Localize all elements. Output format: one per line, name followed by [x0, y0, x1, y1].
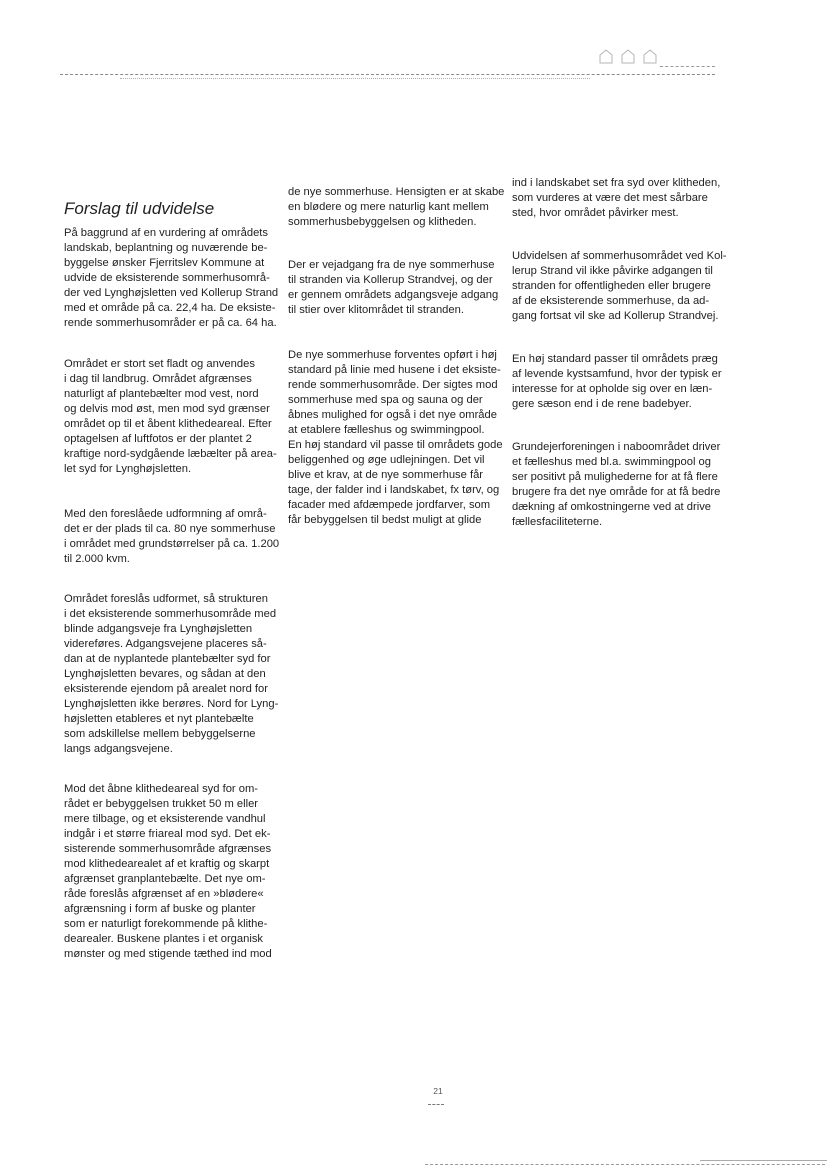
- paragraph: Grundejerforeningen i naboområdet driver et fælleshus med bl.a. swimmingpool og ser positivt på mulighederne for at få flere brugere fra det nye område for at få bedre dækning af omkostningerne ved at drive fællesfaciliteterne.: [512, 441, 721, 528]
- paragraph: Udvidelsen af sommerhusområdet ved Kol- lerup Strand vil ikke påvirke adgangen til stranden for offentligheden eller brugere af de eksisterende sommerhuse, da ad- gang fortsat vil ske ad Kollerup Strandvej.: [512, 250, 727, 322]
- text-column-3: [512, 176, 727, 546]
- footer-solid-rule: [700, 1160, 827, 1161]
- text-column-2: [288, 185, 508, 544]
- paragraph: de nye sommerhuse. Hensigten er at skabe en blødere og mere naturlig kant mellem sommerhusbebyggelsen og klitheden.: [288, 186, 505, 228]
- paragraph: Mod det åbne klithedeareal syd for om- rådet er bebyggelsen trukket 50 m eller mere tilbage, og et eksisterende vandhul indgår i et større friareal mod syd. Det ek- sisterende sommerhusområde afgrænses mod klithedearealet af et kraftig og skarpt afgrænset granplantebælte. Det nye om- råde foreslås afgrænset af en »blødere« afgrænsning i form af buske og planter som er naturligt forekommende på klithe- dearealer. Buskene plantes i et organisk mønster og med stigende tæthed ind mod: [64, 783, 272, 960]
- paragraph: På baggrund af en vurdering af områdets landskab, beplantning og nuværende be- byggelse ønsker Fjerritslev Kommune at udvide de eksisterende sommerhusområ- der ved Lynghøjsletten ved Kollerup Strand med et område på ca. 22,4 ha. De eksiste- rende sommerhusområder er på ca. 64 ha.: [64, 227, 279, 329]
- section-heading: Forslag til udvidelse: [64, 199, 215, 218]
- paragraph: Området er stort set fladt og anvendes i dag til landbrug. Området afgrænses naturligt af plantebælter mod vest, nord og delvis mod øst, men mod syd grænser området op til et åbent klithedeareal. Efter optagelsen af luftfotos er der plantet 2 kraftige nord-sydgående læbælter på area- let syd for Lynghøjsletten.: [64, 358, 277, 475]
- page-number: 21: [433, 1086, 443, 1096]
- footer-dashed-rule: [425, 1164, 825, 1165]
- paragraph: ind i landskabet set fra syd over klitheden, som vurderes at være det mest sårbare sted, hvor området påvirker mest.: [512, 177, 721, 219]
- header-dotted-rule: [120, 78, 590, 79]
- three-houses-logo-icon: [596, 48, 662, 64]
- paragraph: Området foreslås udformet, så strukturen i det eksisterende sommerhusområde med blinde adgangsveje fra Lynghøjsletten videreføres. Adgangsvejene placeres så- dan at de nyplantede plantebælter syd for Lynghøjsletten bevares, og sådan at den eksisterende ejendom på arealet nord for Lynghøjsletten ikke berøres. Nord for Lyng- højsletten etableres et nyt plantebælte som adskillelse mellem bebyggelserne langs adgangsvejene.: [64, 593, 279, 755]
- text-column-1: [64, 226, 292, 978]
- page-number-rule: [428, 1104, 444, 1105]
- paragraph: De nye sommerhuse forventes opført i høj standard på linie med husene i det eksiste- rende sommerhusområde. Der sigtes mod sommerhuse med spa og sauna og der åbnes mulighed for også i det nye område at etablere fælleshus og swimmingpool. En høj standard vil passe til områdets gode beliggenhed og øge udlejningen. Det vil blive et krav, at de nye sommerhuse får tage, der falder ind i landskabet, fx tørv, og facader med afdæmpede jordfarver, som får bebyggelsen til bedst muligt at glide: [288, 349, 503, 526]
- paragraph: En høj standard passer til områdets præg af levende kystsamfund, hvor der typisk er interesse for at opholde sig over en læn- gere sæson end i de rene badebyer.: [512, 353, 722, 410]
- paragraph: Med den foreslåede udformning af områ- det er der plads til ca. 80 nye sommerhuse i området med grundstørrelser på ca. 1.200 til 2.000 kvm.: [64, 508, 280, 565]
- paragraph: Der er vejadgang fra de nye sommerhuse til stranden via Kollerup Strandvej, og der er gennem områdets adgangsveje adgang til stier over klitområdet til stranden.: [288, 259, 499, 316]
- header-dashed-rule: [60, 74, 715, 75]
- header-short-rule: [660, 66, 715, 67]
